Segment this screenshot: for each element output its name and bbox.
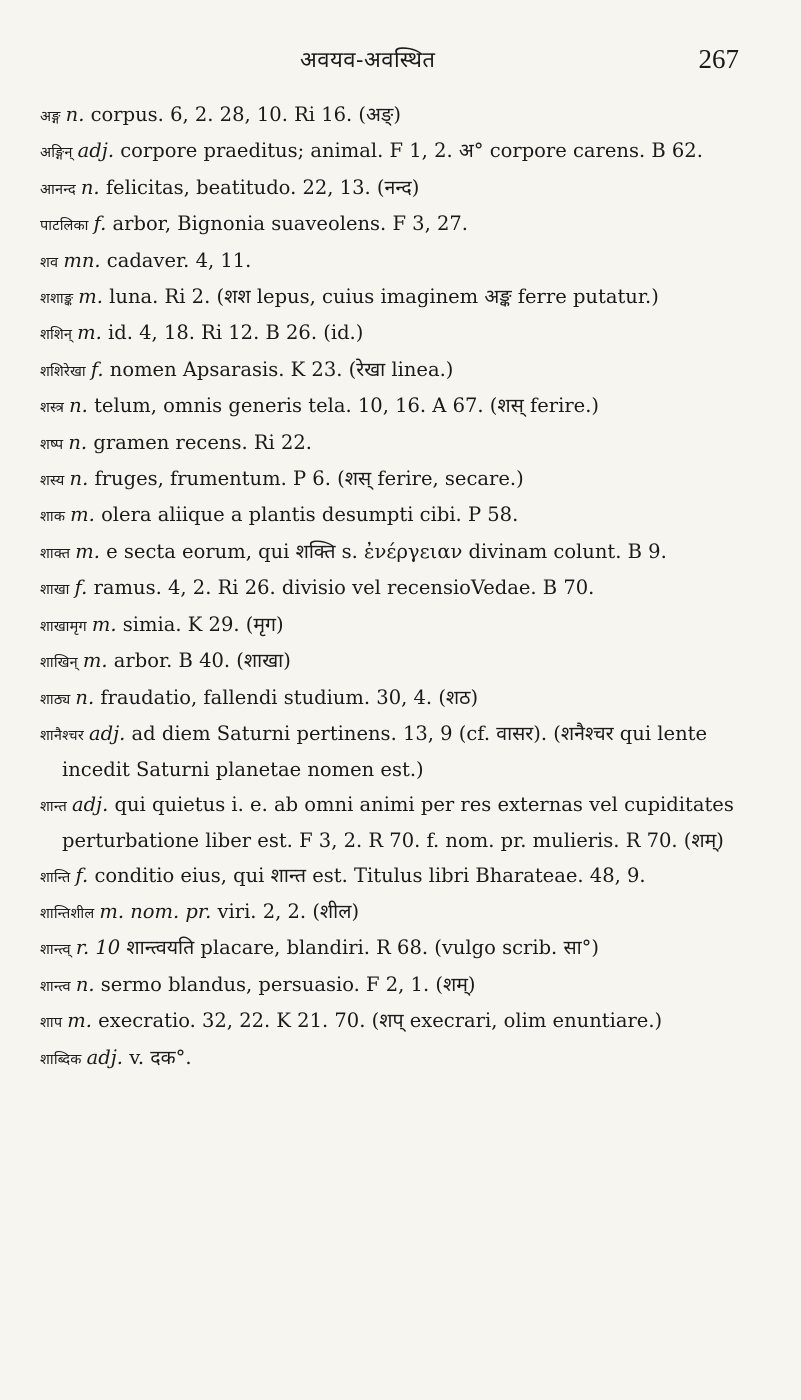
entry-definition: felicitas, beatitudo. 22, 13. (नन्द) [105, 175, 420, 199]
entry-definition: corpore praeditus; animal. F 1, 2. अ° corpore carens. B 62. [120, 139, 703, 163]
dictionary-entry [40, 571, 770, 607]
dictionary-entry [40, 498, 770, 534]
entry-definition: arbor, Bignonia suaveolens. F 3, 27. [112, 212, 469, 236]
entry-definition: execratio. 32, 22. K 21. 70. (शप् execrari, olim enuntiare.) [98, 1009, 663, 1033]
entry-headword: शान्ति [40, 869, 71, 886]
entry-headword: शान्त [40, 798, 67, 815]
entry-headword: शाक्त [40, 545, 71, 562]
dictionary-entry [40, 1004, 770, 1040]
entry-grammar: n. [75, 972, 95, 996]
dictionary-entry [40, 931, 770, 967]
dictionary-entry [40, 681, 770, 717]
entry-definition: fraudatio, fallendi studium. 30, 4. (शठ) [100, 685, 479, 709]
entry-headword: अङ्ग [40, 109, 61, 125]
entry-headword: शान्तिशील [40, 905, 95, 922]
entry-grammar: m. [77, 321, 102, 345]
entry-headword: शशिरेखा [40, 363, 86, 380]
entry-headword: शाखा [40, 582, 70, 599]
entry-headword: शाक [40, 509, 66, 526]
entry-definition: gramen recens. Ri 22. [93, 430, 312, 454]
entry-definition: qui quietus i. e. ab omni animi per res externas vel cupiditates perturbatione liber est. F 3, 2. R 70. f. nom. pr. mulieris. R 70. (शम्) [62, 792, 734, 853]
entry-headword: शान्त्व् [40, 942, 71, 959]
entry-definition: id. 4, 18. Ri 12. B 26. (id.) [108, 321, 364, 345]
entry-definition: ad diem Saturni pertinens. 13, 9 (cf. वासर). (शनैश्चर qui lente incedit Saturni planetae nomen est.) [62, 721, 708, 782]
dictionary-entry [40, 608, 770, 644]
dictionary-entry [40, 98, 770, 134]
dictionary-entry [40, 895, 770, 931]
entry-definition: शान्त्वयति placare, blandiri. R 68. (vulgo scrib. सा°) [126, 936, 600, 960]
entry-grammar: f. [93, 212, 107, 236]
entry-headword: शष्प [40, 436, 64, 453]
entry-grammar: m. [75, 539, 100, 563]
entry-grammar: n. [69, 467, 89, 491]
entry-grammar: m. nom. pr. [99, 899, 212, 923]
entry-definition: viri. 2, 2. (शील) [217, 899, 360, 923]
entry-grammar: r. 10 [75, 936, 121, 960]
dictionary-entry [40, 280, 770, 316]
entry-definition: nomen Apsarasis. K 23. (रेखा linea.) [109, 357, 454, 381]
entry-grammar: f. [75, 863, 89, 887]
entry-headword: शस्त्र [40, 400, 65, 417]
entry-definition: conditio eius, qui शान्त est. Titulus libri Bharateae. 48, 9. [94, 863, 646, 887]
dictionary-entry [40, 1041, 770, 1077]
entry-definition: ramus. 4, 2. Ri 26. divisio vel recensioVedae. B 70. [93, 576, 595, 600]
entry-grammar: mn. [63, 248, 101, 272]
page-header [0, 44, 801, 84]
entry-definition: fruges, frumentum. P 6. (शस् ferire, secare.) [94, 467, 524, 491]
entry-definition: v. दक°. [129, 1045, 192, 1069]
entry-grammar: n. [68, 430, 88, 454]
dictionary-entry [40, 316, 770, 352]
entry-headword: शाब्दिक [40, 1051, 82, 1068]
entry-grammar: n. [80, 175, 100, 199]
entry-grammar: m. [91, 612, 117, 636]
entry-grammar: adj. [71, 792, 109, 816]
entry-definition: telum, omnis generis tela. 10, 16. A 67. (शस् ferire.) [94, 394, 600, 418]
dictionary-entry [40, 535, 770, 571]
dictionary-entry [40, 968, 770, 1004]
entry-grammar: f. [90, 357, 104, 381]
entry-definition: arbor. B 40. (शाखा) [113, 649, 291, 673]
entry-headword: अङ्गिन् [40, 145, 73, 162]
entry-definition: olera aliique a plantis desumpti cibi. P 58. [101, 503, 519, 527]
entry-headword: शाखिन् [40, 655, 78, 672]
entry-headword: आनन्द [40, 181, 76, 198]
entry-headword: पाटलिका [40, 218, 89, 235]
entry-grammar: f. [74, 576, 88, 600]
entry-definition: e secta eorum, qui शक्ति s. ἐνέργειαν divinam colunt. B 9. [106, 539, 667, 563]
entry-definition: simia. K 29. (मृग) [122, 612, 284, 636]
dictionary-entry [40, 462, 770, 498]
dictionary-entry [40, 353, 770, 389]
entry-definition: cadaver. 4, 11. [106, 248, 252, 272]
entry-headword: शानैश्चर [40, 727, 84, 744]
dictionary-entry [40, 788, 770, 859]
dictionary-entry [40, 389, 770, 425]
entry-definition: corpus. 6, 2. 28, 10. Ri 16. (अङ्) [90, 103, 401, 126]
dictionary-entry [40, 859, 770, 895]
dictionary-entry [40, 207, 770, 243]
entry-grammar: n. [75, 685, 95, 709]
entry-headword: शाठ्य [40, 691, 71, 708]
entry-headword: शस्य [40, 473, 65, 490]
entry-headword: शाखामृग [40, 618, 87, 635]
entry-headword: शव [40, 254, 59, 271]
entry-list [40, 98, 770, 1077]
dictionary-entry [40, 717, 770, 788]
entry-grammar: adj. [77, 139, 115, 163]
entry-headword: शाप [40, 1015, 63, 1032]
dictionary-entry [40, 244, 770, 280]
entry-grammar: m. [70, 503, 95, 527]
dictionary-entry [40, 426, 770, 462]
dictionary-entry [40, 171, 770, 207]
page-number: 267 [698, 44, 739, 74]
entry-grammar: n. [69, 394, 88, 418]
entry-headword: शान्त्व [40, 978, 71, 995]
entry-headword: शशाङ्क [40, 291, 74, 308]
entry-definition: sermo blandus, persuasio. F 2, 1. (शम्) [100, 972, 476, 996]
entry-grammar: adj. [86, 1045, 123, 1069]
entry-grammar: m. [67, 1009, 92, 1033]
dictionary-entry [40, 644, 770, 680]
dictionary-entry [40, 134, 770, 170]
entry-grammar: adj. [88, 721, 126, 745]
entry-definition: luna. Ri 2. (शश lepus, cuius imaginem अङ्क ferre putatur.) [109, 285, 659, 309]
running-head: अवयव-अवस्थित [300, 48, 436, 73]
entry-grammar: n. [65, 103, 85, 126]
entry-grammar: m. [78, 285, 103, 309]
entry-headword: शशिन् [40, 327, 73, 344]
entry-grammar: m. [82, 649, 108, 673]
